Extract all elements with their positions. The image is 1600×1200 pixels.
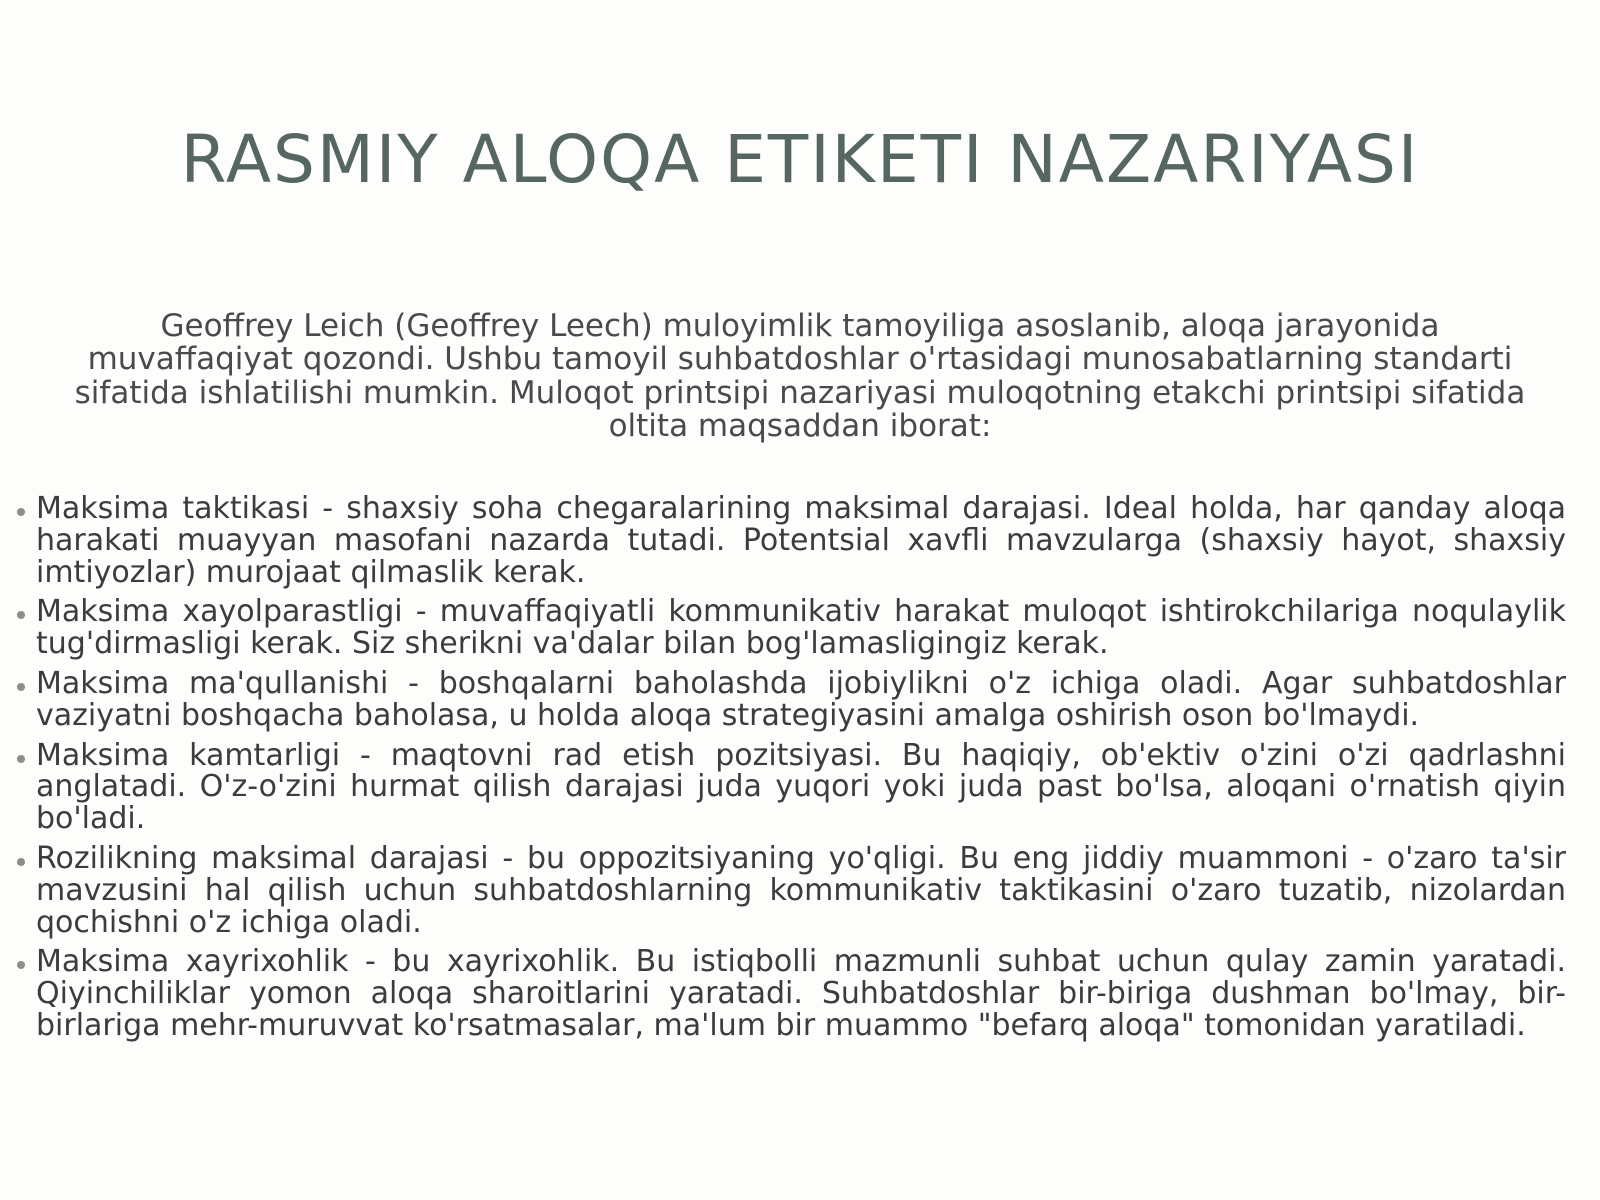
bullet-text: Maksima taktikasi - shaxsiy soha chegaralarining maksimal darajasi. Ideal holda, har qanday aloqa harakati muayyan masofani nazarda tutadi. Potentsial xavfli mavzularga (shaxsiy hayot, shaxsiy imtiyozlar) murojaat qilmaslik kerak.: [36, 491, 1566, 590]
bullet-text: Maksima ma'qullanishi - boshqalarni baholashda ijobiylikni o'z ichiga oladi. Agar suhbatdoshlar vaziyatni boshqacha baholasa, u holda aloqa strategiyasini amalga oshirish oson bo'lmaydi.: [36, 665, 1566, 733]
intro-paragraph: Geoffrey Leich (Geoffrey Leech) muloyimlik tamoyiliga asoslanib, aloqa jarayonida muvaffaqiyat qozondi. Ushbu tamoyil suhbatdoshlar o'rtasidagi munosabatlarning standarti sifatida ishlatilishi mumkin. Muloqot printsipi nazariyasi muloqotning etakchi printsipi sifatida oltita maqsaddan iborat:: [74, 308, 1526, 445]
bullet-item-tact: [14, 493, 1566, 588]
bullet-text: Rozilikning maksimal darajasi - bu oppozitsiyaning yo'qligi. Bu eng jiddiy muammoni - o'zaro ta'sir mavzusini hal qilish uchun suhbatdoshlarning kommunikativ taktikasini o'zaro tuzatib, nizolardan qochishni o'z ichiga oladi.: [36, 840, 1566, 940]
slide-title: RASMIY ALOQA ETIKETI NAZARIYASI: [180, 121, 1420, 198]
bullet-dot-icon: [17, 683, 25, 691]
bullet-text: Maksima kamtarligi - maqtovni rad etish pozitsiyasi. Bu haqiqiy, ob'ektiv o'zini o'zi qadrlashni anglatadi. O'z-o'zini hurmat qilish darajasi juda yuqori yoki juda past bo'lsa, aloqani o'rnatish qiyin bo'ladi.: [36, 737, 1566, 837]
bullet-list: [14, 493, 1566, 1050]
bullet-dot-icon: [17, 961, 25, 969]
bullet-item-approbation: [14, 665, 1566, 733]
bullet-text: Maksima xayrixohlik - bu xayrixohlik. Bu istiqbolli mazmunli suhbat uchun qulay zamin yaratadi. Qiyinchiliklar yomon aloqa sharoitlarini yaratadi. Suhbatdoshlar bir-biriga dushman bo'lmay, bir-birlariga mehr-muruvvat ko'rsatmasalar, ma'lum bir muammo "befarq aloqa" tomonidan yaratiladi.: [36, 944, 1566, 1043]
bullet-dot-icon: [17, 508, 25, 516]
bullet-dot-icon: [17, 858, 25, 866]
bullet-text: Maksima xayolparastligi - muvaffaqiyatli kommunikativ harakat muloqot ishtirokchilariga noqulaylik tug'dirmasligi kerak. Siz sherikni va'dalar bilan bog'lamasligingiz kerak.: [36, 594, 1566, 662]
bullet-item-sympathy: [14, 946, 1566, 1041]
bullet-item-modesty: [14, 737, 1566, 837]
bullet-item-generosity: [14, 596, 1566, 660]
bullet-dot-icon: [17, 755, 25, 763]
bullet-dot-icon: [17, 611, 25, 619]
bullet-item-agreement: [14, 840, 1566, 940]
